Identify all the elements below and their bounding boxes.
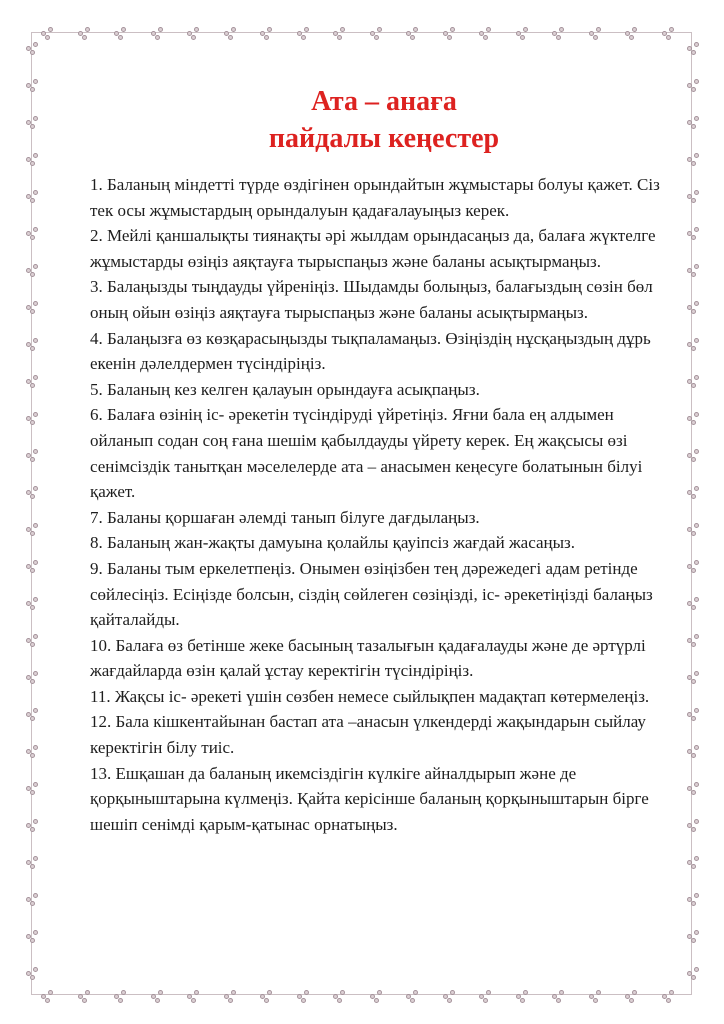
floral-dot (33, 486, 38, 491)
floral-dot (691, 124, 696, 129)
floral-dot (194, 990, 199, 995)
floral-dot (191, 998, 196, 1003)
floral-dot (413, 27, 418, 32)
floral-dot-cluster (442, 989, 456, 1003)
floral-dot (410, 998, 415, 1003)
tip-item: 8. Баланың жан-жақты дамуына қолайлы қауіпсіз жағдай жасаңыз. (90, 533, 576, 553)
floral-dot-cluster (686, 596, 700, 610)
floral-dot-cluster (686, 522, 700, 536)
floral-dot (377, 27, 382, 32)
floral-dot (691, 716, 696, 721)
floral-dot-cluster (686, 78, 700, 92)
floral-dot-cluster (25, 633, 39, 647)
floral-dot (33, 301, 38, 306)
floral-dot (691, 531, 696, 536)
floral-dot (596, 27, 601, 32)
floral-dot-cluster (25, 522, 39, 536)
floral-dot (694, 153, 699, 158)
floral-dot (694, 708, 699, 713)
floral-dot (194, 27, 199, 32)
floral-dot (694, 190, 699, 195)
floral-dot (30, 50, 35, 55)
floral-dot-cluster (25, 263, 39, 277)
floral-dot (556, 998, 561, 1003)
floral-dot (694, 301, 699, 306)
floral-dot (45, 998, 50, 1003)
floral-dot (118, 998, 123, 1003)
floral-dot (694, 967, 699, 972)
floral-dot (337, 998, 342, 1003)
floral-dot (523, 990, 528, 995)
floral-dot-cluster (686, 781, 700, 795)
floral-dot-cluster (186, 989, 200, 1003)
floral-dot (691, 753, 696, 758)
floral-dot-cluster (25, 892, 39, 906)
floral-dot (30, 975, 35, 980)
floral-dot-cluster (25, 707, 39, 721)
floral-dot-cluster (686, 892, 700, 906)
floral-dot (691, 975, 696, 980)
floral-dot (694, 79, 699, 84)
floral-dot (691, 605, 696, 610)
floral-dot-cluster (25, 78, 39, 92)
floral-dot (30, 679, 35, 684)
floral-dot-cluster (515, 989, 529, 1003)
floral-dot-cluster (686, 300, 700, 314)
floral-dot (556, 35, 561, 40)
floral-dot (33, 708, 38, 713)
floral-dot (340, 990, 345, 995)
floral-dot (447, 998, 452, 1003)
floral-dot (30, 864, 35, 869)
floral-dot-cluster (25, 670, 39, 684)
floral-dot (486, 990, 491, 995)
floral-dot (30, 420, 35, 425)
floral-dot (33, 967, 38, 972)
floral-dot (30, 272, 35, 277)
floral-dot (33, 819, 38, 824)
floral-dot-cluster (25, 337, 39, 351)
floral-dot (33, 338, 38, 343)
floral-dot (33, 782, 38, 787)
floral-dot (30, 568, 35, 573)
tip-item: 6. Балаға өзінің іс- әрекетін түсіндіруді үйретіңіз. Яғни бала ең алдымен ойланып содан соң ғана шешім қабылдауды үйрету керек. Ең жақсысы өзі сенімсіздік танытқан мәселелерде ата – анасымен кеңесуге болатынын білуі қажет. (90, 405, 643, 502)
floral-dot (267, 27, 272, 32)
floral-dot-cluster (686, 263, 700, 277)
floral-dot-cluster (686, 559, 700, 573)
floral-dot-cluster (686, 855, 700, 869)
floral-dot (33, 634, 38, 639)
floral-dot (694, 745, 699, 750)
tips-list (90, 172, 662, 837)
floral-dot-cluster (686, 966, 700, 980)
floral-dot (666, 998, 671, 1003)
floral-dot (30, 161, 35, 166)
floral-dot-cluster (296, 989, 310, 1003)
floral-dot (33, 153, 38, 158)
floral-dot-cluster (686, 818, 700, 832)
floral-dot (691, 494, 696, 499)
floral-dot-cluster (223, 26, 237, 40)
floral-dot (632, 990, 637, 995)
tip-item: 12. Бала кішкентайынан бастап ата –анасын үлкендерді жақындарын сыйлау керектігін білу тиіс. (90, 712, 646, 758)
floral-dot (694, 819, 699, 824)
floral-dot-cluster (686, 152, 700, 166)
floral-dot (374, 35, 379, 40)
floral-dot (520, 998, 525, 1003)
floral-dot-cluster (259, 989, 273, 1003)
floral-dot (694, 338, 699, 343)
floral-dot-cluster (686, 707, 700, 721)
floral-dot-cluster (686, 744, 700, 758)
floral-dot (85, 990, 90, 995)
floral-dot-cluster (25, 300, 39, 314)
floral-dot-cluster (405, 26, 419, 40)
floral-dot (30, 494, 35, 499)
floral-dot (691, 420, 696, 425)
floral-dot (691, 642, 696, 647)
page-title-line2: пайдалы кеңестер (268, 122, 500, 154)
floral-dot-cluster (25, 41, 39, 55)
floral-dot-cluster (259, 26, 273, 40)
floral-dot (694, 671, 699, 676)
floral-dot (486, 27, 491, 32)
tip-item: 5. Баланың кез келген қалауын орындауға асықпаңыз. (90, 379, 480, 399)
floral-dot-cluster (686, 633, 700, 647)
floral-dot (30, 642, 35, 647)
floral-dot (483, 998, 488, 1003)
floral-dot (447, 35, 452, 40)
floral-dot-cluster (686, 411, 700, 425)
floral-dot-cluster (624, 989, 638, 1003)
floral-dot-cluster (25, 374, 39, 388)
floral-dot-cluster (25, 411, 39, 425)
floral-dot (33, 79, 38, 84)
floral-dot (33, 116, 38, 121)
floral-dot (691, 383, 696, 388)
floral-dot (691, 346, 696, 351)
floral-dot-cluster (686, 115, 700, 129)
floral-dot (304, 27, 309, 32)
floral-dot (596, 990, 601, 995)
floral-dot-cluster (150, 26, 164, 40)
floral-dot (691, 938, 696, 943)
floral-dot-cluster (686, 41, 700, 55)
floral-dot (691, 235, 696, 240)
floral-dot (666, 35, 671, 40)
floral-dot (377, 990, 382, 995)
floral-dot (30, 235, 35, 240)
floral-dot (694, 893, 699, 898)
floral-dot (559, 990, 564, 995)
floral-dot (33, 856, 38, 861)
floral-dot-cluster (686, 189, 700, 203)
floral-dot (267, 990, 272, 995)
floral-dot (33, 190, 38, 195)
floral-dot (30, 901, 35, 906)
floral-dot (691, 161, 696, 166)
floral-dot (33, 523, 38, 528)
floral-dot-cluster (551, 989, 565, 1003)
floral-dot (691, 568, 696, 573)
floral-dot (629, 998, 634, 1003)
floral-dot (155, 998, 160, 1003)
floral-dot-cluster (77, 989, 91, 1003)
floral-dot (231, 27, 236, 32)
floral-dot-cluster (113, 989, 127, 1003)
floral-dot-cluster (25, 781, 39, 795)
floral-dot (691, 790, 696, 795)
floral-dot (33, 560, 38, 565)
floral-dot-cluster (25, 929, 39, 943)
floral-dot-cluster (478, 26, 492, 40)
floral-dot (33, 412, 38, 417)
floral-dot (694, 486, 699, 491)
floral-dot (30, 531, 35, 536)
tip-item: 10. Балаға өз бетінше жеке басының тазалығын қадағалауды және де әртүрлі жағдайларда өзін қалай ұстау керектігін түсіндіріңіз. (90, 635, 646, 681)
floral-dot (691, 309, 696, 314)
floral-dot (691, 50, 696, 55)
floral-dot-cluster (478, 989, 492, 1003)
floral-dot (694, 856, 699, 861)
floral-dot-cluster (223, 989, 237, 1003)
floral-dot (191, 35, 196, 40)
floral-dot-cluster (686, 226, 700, 240)
floral-dot-cluster (77, 26, 91, 40)
floral-dot (691, 864, 696, 869)
floral-dot-cluster (442, 26, 456, 40)
tip-item: 7. Баланы қоршаған әлемді танып білуге дағдылаңыз. (90, 507, 480, 527)
floral-dot (694, 412, 699, 417)
floral-dot-cluster (686, 485, 700, 499)
floral-dot-cluster (25, 448, 39, 462)
floral-dot-cluster (25, 559, 39, 573)
floral-dot-cluster (113, 26, 127, 40)
tip-item: 9. Баланы тым еркелетпеңіз. Онымен өзіңізбен тең дәрежедегі адам ретінде сөйлесіңіз. Есіңізде болсын, сіздің сөйлеген сөзіңізді, іс- әрекетіңізді балаңыз қайталайды. (90, 558, 653, 630)
floral-dot-cluster (332, 989, 346, 1003)
floral-dot-cluster (686, 929, 700, 943)
floral-dot-cluster (661, 26, 675, 40)
floral-dot-cluster (588, 989, 602, 1003)
floral-dot-cluster (25, 226, 39, 240)
page-title (92, 83, 676, 157)
floral-dot-cluster (332, 26, 346, 40)
floral-dot (228, 998, 233, 1003)
floral-dot-cluster (588, 26, 602, 40)
tip-item: 1. Баланың міндетті түрде өздігінен орындайтын жұмыстары болуы қажет. Сіз тек осы жұмыстардың орындалуын қадағалауыңыз керек. (90, 175, 660, 220)
floral-dot (694, 597, 699, 602)
floral-dot (33, 671, 38, 676)
floral-dot (33, 745, 38, 750)
floral-dot (301, 998, 306, 1003)
floral-dot-cluster (25, 855, 39, 869)
floral-dot (30, 827, 35, 832)
floral-dot (559, 27, 564, 32)
floral-dot (301, 35, 306, 40)
floral-dot (340, 27, 345, 32)
floral-dot (694, 930, 699, 935)
floral-dot (85, 27, 90, 32)
floral-dot (593, 998, 598, 1003)
floral-dot (450, 990, 455, 995)
floral-dot (33, 227, 38, 232)
page-title-line1: Ата – анаға (311, 85, 457, 117)
floral-dot (30, 716, 35, 721)
floral-dot-cluster (686, 448, 700, 462)
floral-dot-cluster (40, 989, 54, 1003)
floral-dot (520, 35, 525, 40)
floral-dot (410, 35, 415, 40)
floral-dot (691, 901, 696, 906)
floral-dot (30, 790, 35, 795)
floral-dot (632, 27, 637, 32)
floral-dot (30, 605, 35, 610)
floral-dot-cluster (686, 670, 700, 684)
floral-dot (48, 990, 53, 995)
floral-dot (694, 375, 699, 380)
floral-dot-cluster (369, 989, 383, 1003)
floral-dot-cluster (405, 989, 419, 1003)
floral-dot (48, 27, 53, 32)
floral-dot-cluster (25, 485, 39, 499)
floral-dot (694, 42, 699, 47)
floral-dot (30, 346, 35, 351)
floral-dot (228, 35, 233, 40)
floral-dot (30, 198, 35, 203)
floral-dot-cluster (661, 989, 675, 1003)
floral-dot (694, 116, 699, 121)
floral-dot (691, 457, 696, 462)
floral-dot (691, 87, 696, 92)
floral-dot (30, 753, 35, 758)
floral-dot (450, 27, 455, 32)
floral-dot (629, 35, 634, 40)
tip-item: 4. Балаңызға өз көзқарасыңызды тықпаламаңыз. Өзіңіздің нұсқаңыздың дұрь екенін дәлелдермен түсіндіріңіз. (90, 328, 651, 374)
floral-dot-cluster (186, 26, 200, 40)
floral-dot (669, 990, 674, 995)
floral-dot (30, 124, 35, 129)
floral-dot (374, 998, 379, 1003)
floral-dot (694, 634, 699, 639)
floral-dot (691, 272, 696, 277)
floral-dot (33, 42, 38, 47)
floral-dot-cluster (369, 26, 383, 40)
floral-dot (694, 449, 699, 454)
tip-item: 13. Ешқашан да баланың икемсіздігін күлкіге айналдырып және де қорқыныштарына күлмеңіз. Қайта керісінше баланың қорқыныштарын бірге шешіп сенімді қарым-қатынас орнатыңыз. (90, 763, 649, 834)
floral-dot-cluster (25, 596, 39, 610)
floral-dot (337, 35, 342, 40)
floral-dot (694, 264, 699, 269)
floral-dot (264, 998, 269, 1003)
floral-dot (121, 990, 126, 995)
floral-dot-cluster (25, 115, 39, 129)
floral-dot (33, 930, 38, 935)
floral-dot (523, 27, 528, 32)
floral-dot (158, 27, 163, 32)
floral-dot (483, 35, 488, 40)
floral-dot-cluster (25, 189, 39, 203)
floral-dot-cluster (25, 744, 39, 758)
floral-dot (694, 782, 699, 787)
floral-dot (30, 938, 35, 943)
floral-dot (691, 679, 696, 684)
floral-dot-cluster (296, 26, 310, 40)
floral-dot (121, 27, 126, 32)
floral-dot (231, 990, 236, 995)
floral-dot-cluster (551, 26, 565, 40)
floral-dot-cluster (25, 966, 39, 980)
floral-dot (33, 264, 38, 269)
tip-item: 3. Балаңызды тыңдауды үйреніңіз. Шыдамды болыңыз, балағыздың сөзін бөл оның ойын өзіңіз аяқтауға тырыспаңыз және баланы асықтырмаңыз. (90, 277, 653, 322)
floral-dot (30, 87, 35, 92)
floral-dot (118, 35, 123, 40)
floral-dot (694, 227, 699, 232)
floral-dot (45, 35, 50, 40)
floral-dot (691, 198, 696, 203)
tip-item: 11. Жақсы іс- әрекеті үшін сөзбен немесе сыйлықпен мадақтап көтермелеңіз. (90, 686, 650, 706)
floral-dot (158, 990, 163, 995)
floral-dot (694, 560, 699, 565)
floral-dot (304, 990, 309, 995)
floral-dot (82, 998, 87, 1003)
floral-dot (694, 523, 699, 528)
floral-dot (264, 35, 269, 40)
floral-dot (155, 35, 160, 40)
floral-dot-cluster (25, 818, 39, 832)
floral-dot (691, 827, 696, 832)
floral-dot-cluster (25, 152, 39, 166)
floral-dot (33, 893, 38, 898)
floral-dot-cluster (515, 26, 529, 40)
floral-dot-cluster (686, 337, 700, 351)
floral-dot (413, 990, 418, 995)
floral-dot-cluster (686, 374, 700, 388)
floral-dot (30, 457, 35, 462)
floral-dot (30, 383, 35, 388)
floral-dot (33, 375, 38, 380)
floral-dot (82, 35, 87, 40)
floral-dot (33, 449, 38, 454)
tip-item: 2. Мейлі қаншалықты тиянақты әрі жылдам орындасаңыз да, балаға жүктелге жұмыстарды өзіңіз аяқтауға тырыспаңыз және баланы асықтырмаңыз. (90, 226, 656, 271)
floral-dot (669, 27, 674, 32)
floral-dot (593, 35, 598, 40)
floral-dot-cluster (150, 989, 164, 1003)
floral-dot (33, 597, 38, 602)
floral-dot (30, 309, 35, 314)
floral-dot-cluster (40, 26, 54, 40)
floral-dot-cluster (624, 26, 638, 40)
